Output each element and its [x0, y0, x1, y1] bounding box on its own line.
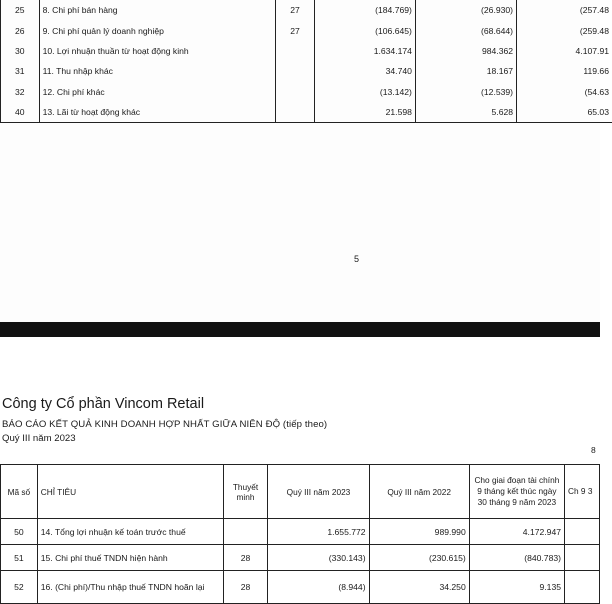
row-name: 10. Lợi nhuận thuần từ hoạt động kinh: [39, 41, 276, 61]
row-value-q3-2022: 18.167: [415, 61, 516, 81]
row-code: 40: [1, 102, 40, 123]
row-note: [223, 519, 268, 545]
table-row: [1, 102, 612, 123]
row-value-9m-2023: (257.48: [517, 0, 612, 20]
row-value-q3-2022: (230.615): [369, 545, 469, 571]
page-number: 5: [354, 254, 359, 264]
header-code: Mã số: [1, 465, 38, 519]
row-code: 52: [1, 571, 38, 604]
row-value-9m-2023: 4.107.91: [517, 41, 612, 61]
table-row: [1, 82, 612, 102]
row-value-q3-2022: (26.930): [415, 0, 516, 20]
edge-fragment: 8: [591, 445, 596, 455]
row-note: [276, 102, 315, 123]
row-code: 32: [1, 82, 40, 102]
row-value-9m-2023: 65.03: [517, 102, 612, 123]
row-value-q3-2023: 34.740: [314, 61, 415, 81]
row-value-q3-2022: 34.250: [369, 571, 469, 604]
row-name: 13. Lãi từ hoạt động khác: [39, 102, 276, 123]
table-row: [1, 41, 612, 61]
row-name: 15. Chi phí thuế TNDN hiện hành: [37, 545, 223, 571]
row-value-9m-2023: 9.135: [469, 571, 564, 604]
row-value-q3-2023: (184.769): [314, 0, 415, 20]
row-note: [276, 82, 315, 102]
row-code: 26: [1, 20, 40, 40]
header-q3-2023: Quý III năm 2023: [268, 465, 369, 519]
row-value-q3-2022: (68.644): [415, 20, 516, 40]
row-value-9m-2022: [565, 571, 600, 604]
row-value-q3-2023: (330.143): [268, 545, 369, 571]
row-value-9m-2023: (259.48: [517, 20, 612, 40]
row-name: 12. Chi phí khác: [39, 82, 276, 102]
row-note: [276, 61, 315, 81]
row-value-9m-2022: [565, 545, 600, 571]
row-value-q3-2023: (8.944): [268, 571, 369, 604]
row-note: 28: [223, 571, 268, 604]
table-row: [1, 61, 612, 81]
row-value-q3-2022: 5.628: [415, 102, 516, 123]
table-row: [1, 545, 600, 571]
row-code: 30: [1, 41, 40, 61]
row-note: 27: [276, 20, 315, 40]
row-note: 28: [223, 545, 268, 571]
row-value-9m-2023: 4.172.947: [469, 519, 564, 545]
header-item: CHỈ TIÊU: [37, 465, 223, 519]
company-name: Công ty Cổ phần Vincom Retail: [2, 396, 204, 412]
report-title: BÁO CÁO KẾT QUẢ KINH DOANH HỢP NHẤT GIỮA NIÊN ĐỘ (tiếp theo): [2, 419, 327, 430]
page-divider: [0, 322, 600, 337]
row-value-q3-2023: 1.634.174: [314, 41, 415, 61]
table-row: [1, 571, 600, 604]
row-name: 8. Chi phí bán hàng: [39, 0, 276, 20]
income-statement-table-top: [0, 0, 612, 123]
table-header-row: [1, 465, 600, 519]
row-code: 50: [1, 519, 38, 545]
income-statement-table: [0, 464, 600, 604]
row-code: 25: [1, 0, 40, 20]
row-name: 11. Thu nhập khác: [39, 61, 276, 81]
row-value-q3-2022: 989.990: [369, 519, 469, 545]
header-9m-2022-truncated: Ch 9 3: [565, 465, 600, 519]
header-note: Thuyết minh: [223, 465, 268, 519]
row-value-9m-2023: 119.66: [517, 61, 612, 81]
report-period: Quý III năm 2023: [2, 433, 76, 444]
row-value-q3-2023: 21.598: [314, 102, 415, 123]
row-value-9m-2022: [565, 519, 600, 545]
row-note: 27: [276, 0, 315, 20]
header-9m-2023: Cho giai đoạn tài chính 9 tháng kết thúc ngày 30 tháng 9 năm 2023: [469, 465, 564, 519]
table-row: [1, 0, 612, 20]
table-row: [1, 519, 600, 545]
row-value-q3-2023: (106.645): [314, 20, 415, 40]
row-value-9m-2023: (840.783): [469, 545, 564, 571]
row-code: 51: [1, 545, 38, 571]
row-value-q3-2023: (13.142): [314, 82, 415, 102]
row-code: 31: [1, 61, 40, 81]
row-note: [276, 41, 315, 61]
row-value-9m-2023: (54.63: [517, 82, 612, 102]
row-name: 14. Tổng lợi nhuận kế toán trước thuế: [37, 519, 223, 545]
row-name: 16. (Chi phí)/Thu nhập thuế TNDN hoãn lại: [37, 571, 223, 604]
table-row: [1, 20, 612, 40]
row-value-q3-2022: (12.539): [415, 82, 516, 102]
header-q3-2022: Quý III năm 2022: [369, 465, 469, 519]
row-value-q3-2022: 984.362: [415, 41, 516, 61]
row-value-q3-2023: 1.655.772: [268, 519, 369, 545]
row-name: 9. Chi phí quản lý doanh nghiệp: [39, 20, 276, 40]
